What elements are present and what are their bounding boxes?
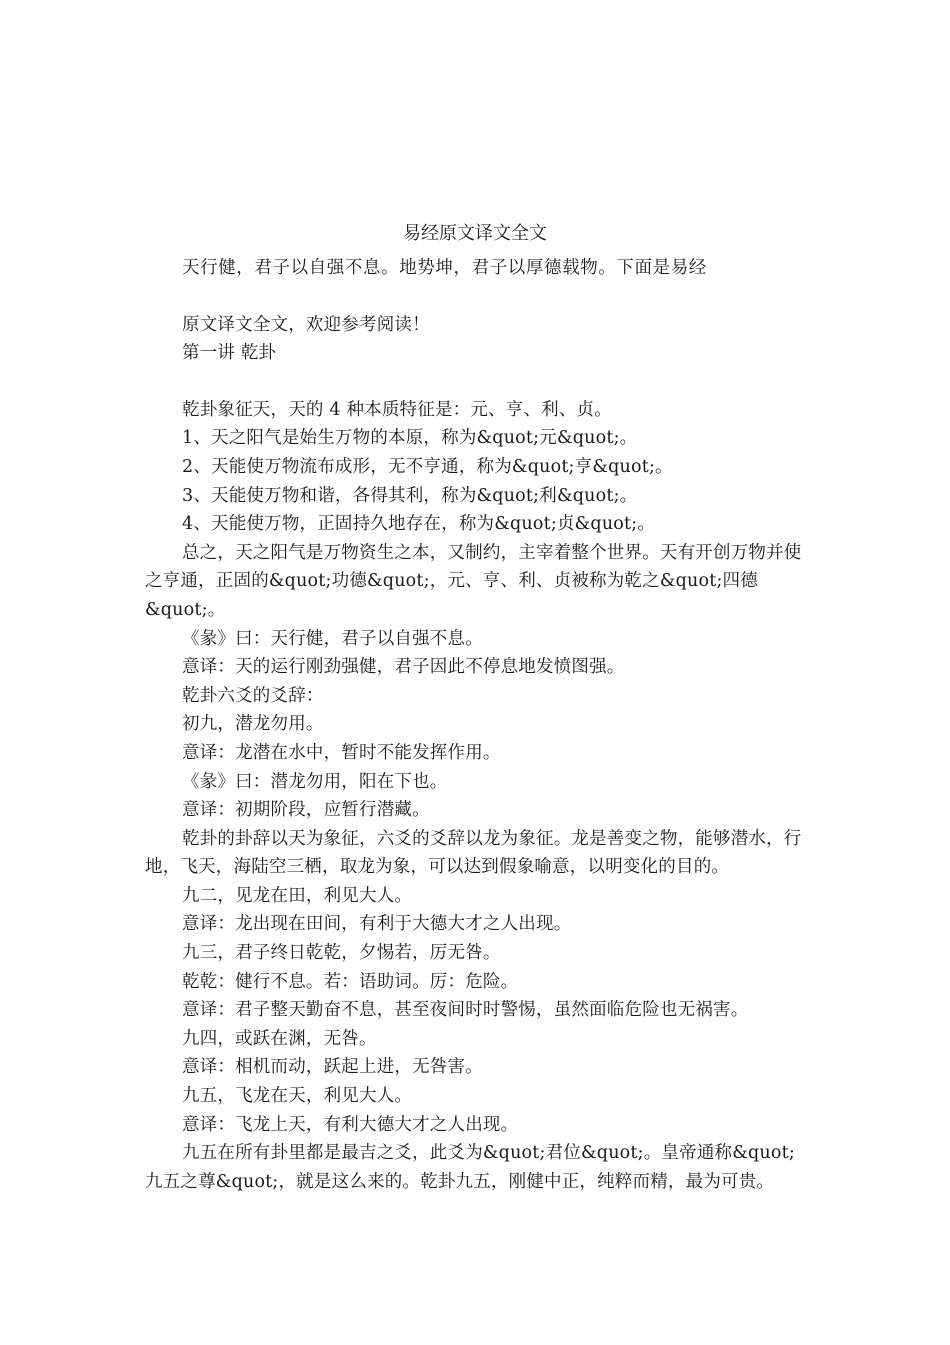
- document-page: [145, 220, 805, 1196]
- lecture-heading: 第一讲 乾卦: [182, 343, 277, 364]
- paragraph: 意译：相机而动，跃起上进，无咎害。: [182, 1057, 483, 1078]
- paragraph: 1、天之阳气是始生万物的本原，称为&quot;元&quot;。: [182, 428, 638, 449]
- paragraph: 初九，潜龙勿用。: [182, 714, 324, 735]
- paragraph: 意译：飞龙上天，有利大德大才之人出现。: [182, 1114, 519, 1135]
- paragraph: 九五在所有卦里都是最吉之爻，此爻为&quot;君位&quot;。皇帝通称&quot;九五之尊&quot;，就是这么来的。乾卦九五，刚健中正，纯粹而精，最为可贵。: [145, 1143, 795, 1192]
- paragraph: 意译：龙潜在水中，暂时不能发挥作用。: [182, 742, 501, 763]
- paragraph: 意译：初期阶段，应暂行潜藏。: [182, 800, 430, 821]
- intro-line-1: 天行健，君子以自强不息。地势坤，君子以厚德载物。下面是易经: [182, 258, 707, 278]
- paragraph: 意译：龙出现在田间，有利于大德大才之人出现。: [182, 914, 572, 935]
- paragraph: 九五，飞龙在天，利见大人。: [182, 1086, 413, 1107]
- paragraph: 《彖》曰：天行健，君子以自强不息。: [182, 628, 483, 649]
- paragraph: 九二，见龙在田，利见大人。: [182, 885, 413, 906]
- paragraph: 3、天能使万物和谐，各得其利，称为&quot;利&quot;。: [182, 485, 638, 506]
- paragraph: 意译：君子整天勤奋不息，甚至夜间时时警惕，虽然面临危险也无祸害。: [182, 1000, 749, 1021]
- paragraph: 总之，天之阳气是万物资生之本，又制约，主宰着整个世界。天有开创万物并使之亨通，正固的&quot;功德&quot;，元、亨、利、贞被称为乾之&quot;四德&quot;。: [145, 542, 802, 620]
- paragraph: 九四，或跃在渊，无咎。: [182, 1028, 377, 1049]
- paragraph: 2、天能使万物流布成形，无不亨通，称为&quot;亨&quot;。: [182, 456, 673, 477]
- document-title: 易经原文译文全文: [403, 223, 547, 244]
- paragraph: 九三，君子终日乾乾，夕惕若，厉无咎。: [182, 943, 501, 964]
- paragraph: 乾卦的卦辞以天为象征，六爻的爻辞以龙为象征。龙是善变之物，能够潜水，行地，飞天，海陆空三栖，取龙为象，可以达到假象喻意，以明变化的目的。: [145, 828, 802, 878]
- blank-line: [145, 283, 805, 311]
- blank-line: [145, 368, 805, 396]
- intro-line-2: 原文译文全文，欢迎参考阅读！: [182, 314, 430, 335]
- paragraph: 意译：天的运行刚劲强健，君子因此不停息地发愤图强。: [182, 657, 625, 678]
- paragraph: 《彖》曰：潜龙勿用，阳在下也。: [182, 771, 448, 792]
- paragraph: 乾卦象征天，天的 4 种本质特征是：元、亨、利、贞。: [182, 399, 612, 420]
- paragraph: 乾卦六爻的爻辞：: [182, 685, 324, 706]
- paragraph: 乾乾：健行不息。若：语助词。厉：危险。: [182, 971, 519, 992]
- paragraph: 4、天能使万物，正固持久地存在，称为&quot;贞&quot;。: [182, 514, 656, 535]
